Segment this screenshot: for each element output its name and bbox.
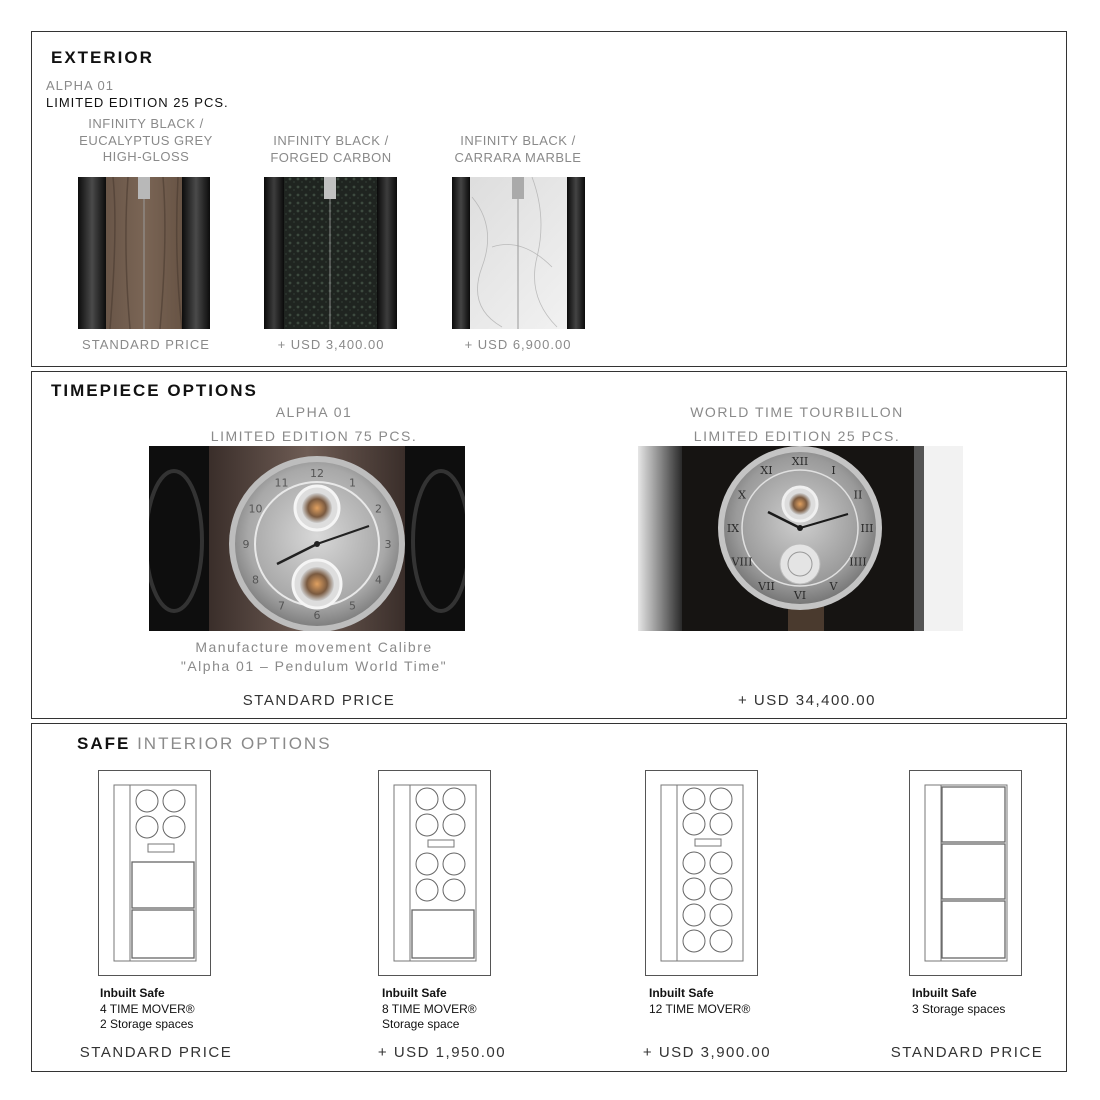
dial-numeral: II [853, 488, 863, 502]
dial-numeral: 2 [375, 502, 382, 516]
world-time-tourbillon-dial-image [638, 446, 963, 631]
safe-option-price: STANDARD PRICE [890, 1044, 1044, 1061]
safe-option-price: STANDARD PRICE [79, 1044, 233, 1061]
safe-title [77, 734, 332, 754]
swatch-carrara-marble[interactable] [452, 177, 585, 329]
exterior-option-name: INFINITY BLACK / FORGED CARBON [270, 133, 392, 165]
swatch-eucalyptus-grey[interactable] [78, 177, 210, 329]
safe-title-bold: SAFE [77, 734, 131, 753]
exterior-title: EXTERIOR [51, 48, 154, 67]
safe-diagram-4-movers[interactable] [98, 770, 211, 976]
dial-numeral: 10 [248, 502, 263, 516]
dial-numeral: 3 [384, 538, 392, 551]
safe-diagram-3-storage[interactable] [909, 770, 1022, 976]
dial-numeral: VII [758, 580, 775, 593]
safe-diagram-12-movers[interactable] [645, 770, 758, 976]
safe-option-label: Inbuilt Safe 12 TIME MOVER® [649, 986, 751, 1016]
dial-numeral: III [860, 522, 874, 535]
exterior-section [31, 31, 1067, 367]
forged-carbon-image [264, 177, 397, 329]
exterior-option-name: INFINITY BLACK / EUCALYPTUS GREY HIGH-GLOSS [79, 116, 213, 164]
timepiece-option-name: WORLD TIME TOURBILLON [690, 404, 904, 420]
carrara-marble-image [452, 177, 585, 329]
safe-3-storage-drawing [909, 770, 1022, 976]
dial-numeral: 8 [252, 573, 259, 587]
exterior-model: ALPHA 01 [46, 78, 114, 93]
dial-numeral: 4 [375, 573, 382, 587]
safe-option-label: Inbuilt Safe 4 TIME MOVER® 2 Storage spaces [100, 986, 195, 1031]
exterior-option-name: INFINITY BLACK / CARRARA MARBLE [454, 133, 582, 165]
safe-section [31, 723, 1067, 1072]
safe-8-movers-drawing [378, 770, 491, 976]
world-time-tourbillon-dial-photo[interactable] [638, 446, 963, 631]
timepiece-section [31, 371, 1067, 719]
timepiece-option-edition: LIMITED EDITION 25 PCS. [693, 428, 901, 444]
timepiece-option-name: ALPHA 01 [275, 404, 353, 420]
timepiece-title: TIMEPIECE OPTIONS [51, 381, 258, 400]
dial-numeral: 7 [278, 599, 285, 613]
dial-numeral: 6 [313, 609, 321, 622]
eucalyptus-wood-image [78, 177, 210, 329]
dial-numeral: 12 [310, 467, 324, 480]
timepiece-option-edition: LIMITED EDITION 75 PCS. [210, 428, 418, 444]
dial-numeral: XI [760, 464, 773, 477]
dial-numeral: 9 [242, 538, 250, 551]
safe-option-price: + USD 3,900.00 [642, 1044, 772, 1061]
dial-numeral: 1 [349, 476, 356, 490]
dial-numeral: X [738, 488, 746, 502]
safe-4-movers-drawing [98, 770, 211, 976]
exterior-option-price: STANDARD PRICE [82, 337, 210, 352]
dial-numeral: 11 [274, 476, 289, 490]
timepiece-option-price: + USD 34,400.00 [738, 692, 876, 709]
dial-numeral: I [831, 464, 836, 477]
exterior-option-price: + USD 3,400.00 [277, 337, 385, 352]
alpha-01-dial-image [149, 446, 465, 631]
safe-title-light: INTERIOR OPTIONS [137, 734, 332, 753]
dial-numeral: 5 [349, 599, 356, 613]
swatch-forged-carbon[interactable] [264, 177, 397, 329]
exterior-edition: LIMITED EDITION 25 PCS. [46, 95, 229, 110]
safe-diagram-8-movers[interactable] [378, 770, 491, 976]
safe-option-label: Inbuilt Safe 3 Storage spaces [912, 986, 1006, 1016]
alpha-01-dial-photo[interactable] [149, 446, 465, 631]
timepiece-option-price: STANDARD PRICE [242, 692, 396, 709]
safe-12-movers-drawing [645, 770, 758, 976]
dial-numeral: IIII [849, 555, 867, 569]
exterior-option-price: + USD 6,900.00 [464, 337, 572, 352]
dial-numeral: XII [791, 455, 809, 468]
timepiece-option-description: Manufacture movement Calibre "Alpha 01 – Pendulum World Time" [180, 639, 448, 674]
dial-numeral: VIII [731, 555, 753, 569]
safe-option-label: Inbuilt Safe 8 TIME MOVER® Storage space [382, 986, 477, 1031]
dial-numeral: IX [726, 522, 740, 535]
dial-numeral: VI [793, 589, 807, 602]
safe-option-price: + USD 1,950.00 [377, 1044, 507, 1061]
dial-numeral: V [829, 580, 838, 593]
